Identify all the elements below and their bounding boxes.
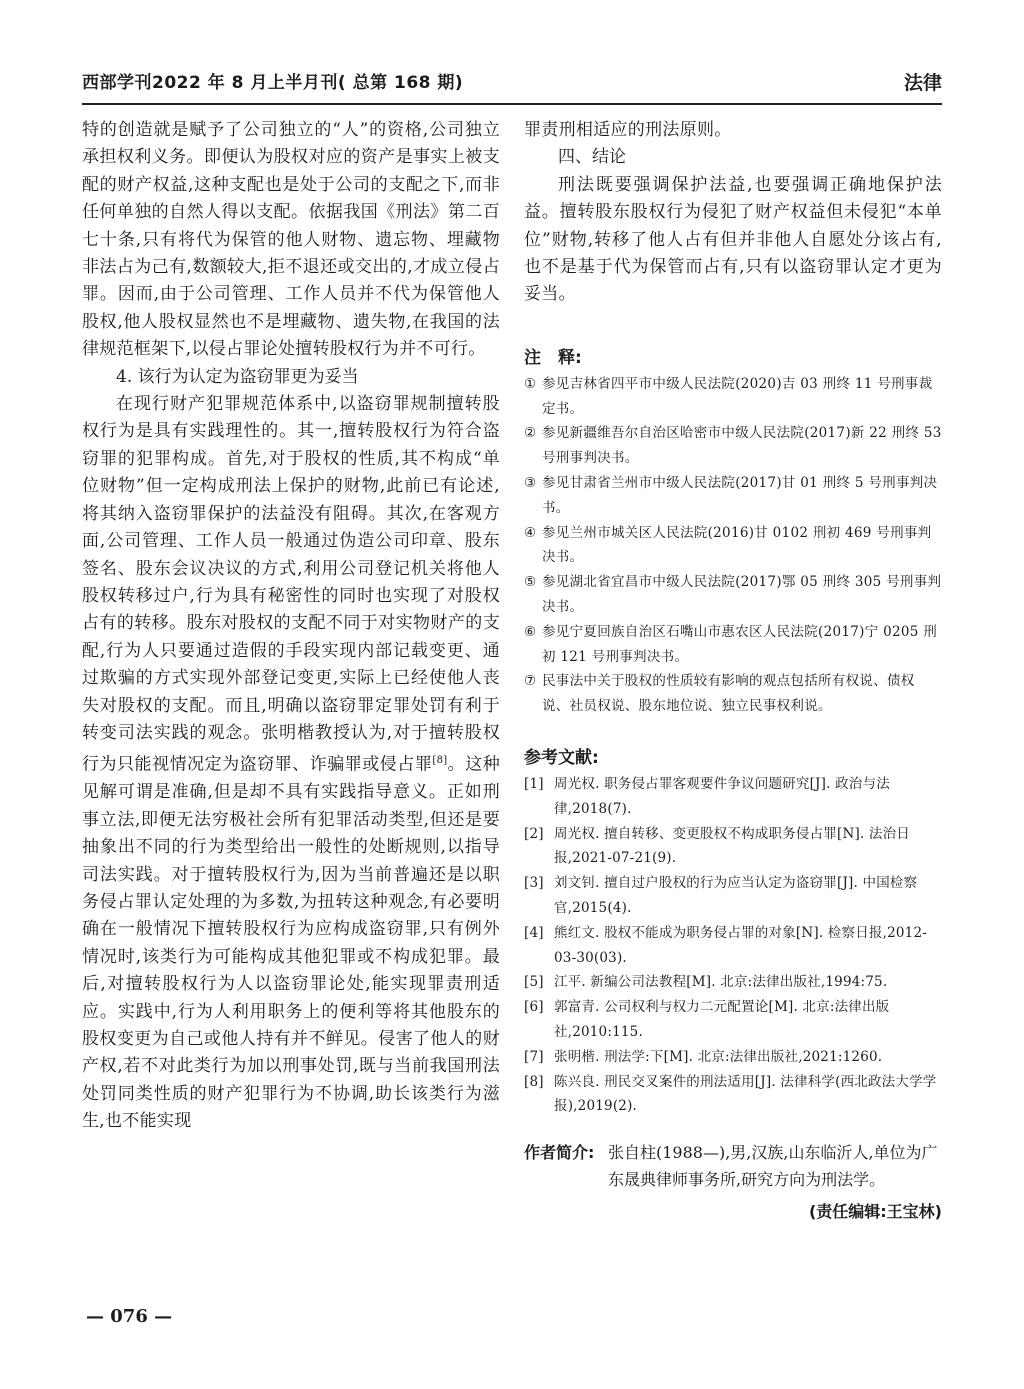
note-text: 参见宁夏回族自治区石嘴山市惠农区人民法院(2017)宁 0205 刑初 121 号刑事判决书。 [542, 623, 938, 665]
author-bio [524, 1139, 942, 1193]
body-paragraph: 罪责刑相适应的刑法原则。 [524, 120, 732, 140]
reference-text: 周光权. 擅自转移、变更股权不构成职务侵占罪[N]. 法治日报,2021-07-21(9). [554, 825, 911, 867]
reference-item [524, 970, 942, 995]
reference-text: 周光权. 职务侵占罪客观要件争议问题研究[J]. 政治与法律,2018(7). [554, 776, 890, 817]
reference-item [524, 1070, 942, 1120]
reference-number: [7] [524, 1048, 544, 1065]
journal-masthead: 西部学刊2022 年 8 月上半月刊( 总第 168 期) [82, 73, 464, 93]
reference-number: [5] [524, 974, 544, 991]
subsection-heading: 4. 该行为认定为盗窃罪更为妥当 [116, 366, 359, 387]
page-number: — 076 — [86, 1306, 173, 1327]
reference-text: 江平. 新编公司法教程[M]. 北京:法律出版社,1994:75. [554, 974, 888, 991]
note-text: 参见吉林省四平市中级人民法院(2020)吉 03 刑终 11 号刑事裁定书。 [542, 375, 933, 417]
references-list [524, 772, 942, 1119]
note-item [524, 521, 942, 571]
note-number: ② [524, 425, 537, 442]
reference-item [524, 921, 942, 971]
reference-number: [6] [524, 999, 544, 1016]
note-number: ⑦ [524, 673, 537, 690]
reference-item [524, 871, 942, 921]
responsible-editor: (责任编辑:王宝林) [808, 1202, 942, 1222]
body-paragraph [82, 391, 500, 1136]
reference-text: 郭富青. 公司权利与权力二元配置论[M]. 北京:法律出版社,2010:115. [554, 999, 890, 1040]
section-tag: 法律 [903, 72, 942, 94]
note-text: 参见甘肃省兰州市中级人民法院(2017)甘 01 刑终 5 号刑事判决书。 [542, 475, 938, 516]
note-number: ① [524, 375, 537, 392]
reference-number: [1] [524, 776, 544, 792]
note-text: 参见兰州市城关区人民法院(2016)甘 0102 刑初 469 号刑事判决书。 [542, 524, 932, 566]
reference-item [524, 1045, 942, 1070]
reference-item [524, 822, 942, 872]
header-rule [82, 103, 942, 105]
notes-title: 注 释: [524, 347, 582, 368]
reference-number: [2] [524, 825, 544, 842]
note-number: ④ [524, 524, 537, 541]
body-text: 。这种见解可谓是准确,但是却不具有实践指导意义。正如刑事立法,即便无法穷极社会所有犯罪活动类型,但还是要抽象出不同的行为类型给出一般性的处断规则,以指导司法实践。对于擅转股权行为,因为当前普遍还是以职务侵占罪认定处理的为多数,为扭转这种观念,有必要明确在一般情况下擅转股权行为应构成盗窃罪,只有例外情况时,该类行为可能构成其他犯罪或不构成犯罪。最后,对擅转股权行为人以盗窃罪论处,能实现罪责刑适应。实践中,行为人利用职务上的便利等将其他股东的股权变更为自己或他人持有并不鲜见。侵害了他人的财产权,若不对此类行为加以刑事处罚,既与当前我国刑法处罚同类性质的财产犯罪行为不协调,助长该类行为滋生,也不能实现 [82, 755, 501, 1132]
reference-item [524, 995, 942, 1045]
note-item [524, 372, 942, 422]
running-header [82, 66, 942, 100]
section-heading: 四、结论 [558, 147, 626, 168]
reference-number: [3] [524, 875, 544, 892]
note-text: 参见新疆维吾尔自治区哈密市中级人民法院(2017)新 22 刑终 53 号刑事判决书。 [542, 425, 942, 467]
reference-text: 刘文钊. 擅自过户股权的行为应当认定为盗窃罪[J]. 中国检察官,2015(4). [554, 875, 918, 916]
reference-number: [8] [524, 1073, 544, 1090]
note-number: ⑤ [524, 574, 537, 591]
reference-text: 张明楷. 刑法学:下[M]. 北京:法律出版社,2021:1260. [554, 1048, 883, 1065]
notes-list [524, 372, 942, 719]
left-column [82, 117, 500, 1136]
citation-marker: [8] [432, 755, 448, 767]
note-item [524, 471, 942, 521]
reference-item [524, 772, 942, 822]
note-text: 参见湖北省宜昌市中级人民法院(2017)鄂 05 刑终 305 号刑事判决书。 [542, 574, 942, 616]
body-paragraph: 刑法既要强调保护法益,也要强调正确地保护法益。擅转股东股权行为侵犯了财产权益但未侵犯“本单位”财物,转移了他人占有但并非他人自愿处分该占有,也不是基于代为保管而占有,只有以盗窃罪认定才更为妥当。 [524, 174, 942, 305]
right-column [524, 117, 942, 1222]
reference-number: [4] [524, 924, 544, 941]
note-item [524, 421, 942, 471]
note-item [524, 669, 942, 719]
note-number: ③ [524, 475, 537, 492]
reference-text: 熊红文. 股权不能成为职务侵占罪的对象[N]. 检察日报,2012-03-30(03). [554, 924, 928, 966]
author-bio-text: 张自柱(1988—),男,汉族,山东临沂人,单位为广东晟典律师事务所,研究方向为刑法学。 [608, 1143, 938, 1190]
note-number: ⑥ [524, 623, 537, 640]
note-item [524, 620, 942, 670]
note-text: 民事法中关于股权的性质较有影响的观点包括所有权说、债权说、社员权说、股东地位说、独立民事权利说。 [542, 673, 915, 715]
author-bio-label: 作者简介: [524, 1143, 595, 1163]
body-text: 在现行财产犯罪规范体系中,以盗窃罪规制擅转股权行为是具有实践理性的。其一,擅转股权行为符合盗窃罪的犯罪构成。首先,对于股权的性质,其不构成“单位财物”但一定构成刑法上保护的财物,此前已有论述,将其纳入盗窃罪保护的法益没有阻碍。其次,在客观方面,公司管理、工作人员一般通过伪造公司印章、股东签名、股东会议决议的方式,利用公司登记机关将他人股权转移过户,行为具有秘密性的同时也实现了对股权占有的转移。股东对股权的支配不同于对实物财产的支配,行为人只要通过造假的手段实现内部记载变更、通过欺骗的方式实现外部登记变更,实际上已经使他人丧失对股权的支配。而且,明确以盗窃罪定罪处罚有利于转变司法实践的观念。张明楷教授认为,对于擅转股权行为只能视情况定为盗窃罪、诈骗罪或侵占罪 [82, 394, 500, 775]
body-paragraph: 特的创造就是赋予了公司独立的“人”的资格,公司独立承担权利义务。即便认为股权对应的资产是事实上被支配的财产权益,这种支配也是处于公司的支配之下,而非任何单独的自然人得以支配。依据我国《刑法》第二百七十条,只有将代为保管的他人财物、遗忘物、埋藏物非法占为己有,数额较大,拒不退还或交出的,才成立侵占罪。因而,由于公司管理、工作人员并不代为保管他人股权,他人股权显然也不是埋藏物、遗失物,在我国的法律规范框架下,以侵占罪论处擅转股权行为并不可行。 [82, 120, 500, 360]
note-item [524, 570, 942, 620]
references-title: 参考文献: [524, 748, 599, 768]
reference-text: 陈兴良. 刑民交叉案件的刑法适用[J]. 法律科学(西北政法大学学报),2019(2). [554, 1073, 937, 1115]
